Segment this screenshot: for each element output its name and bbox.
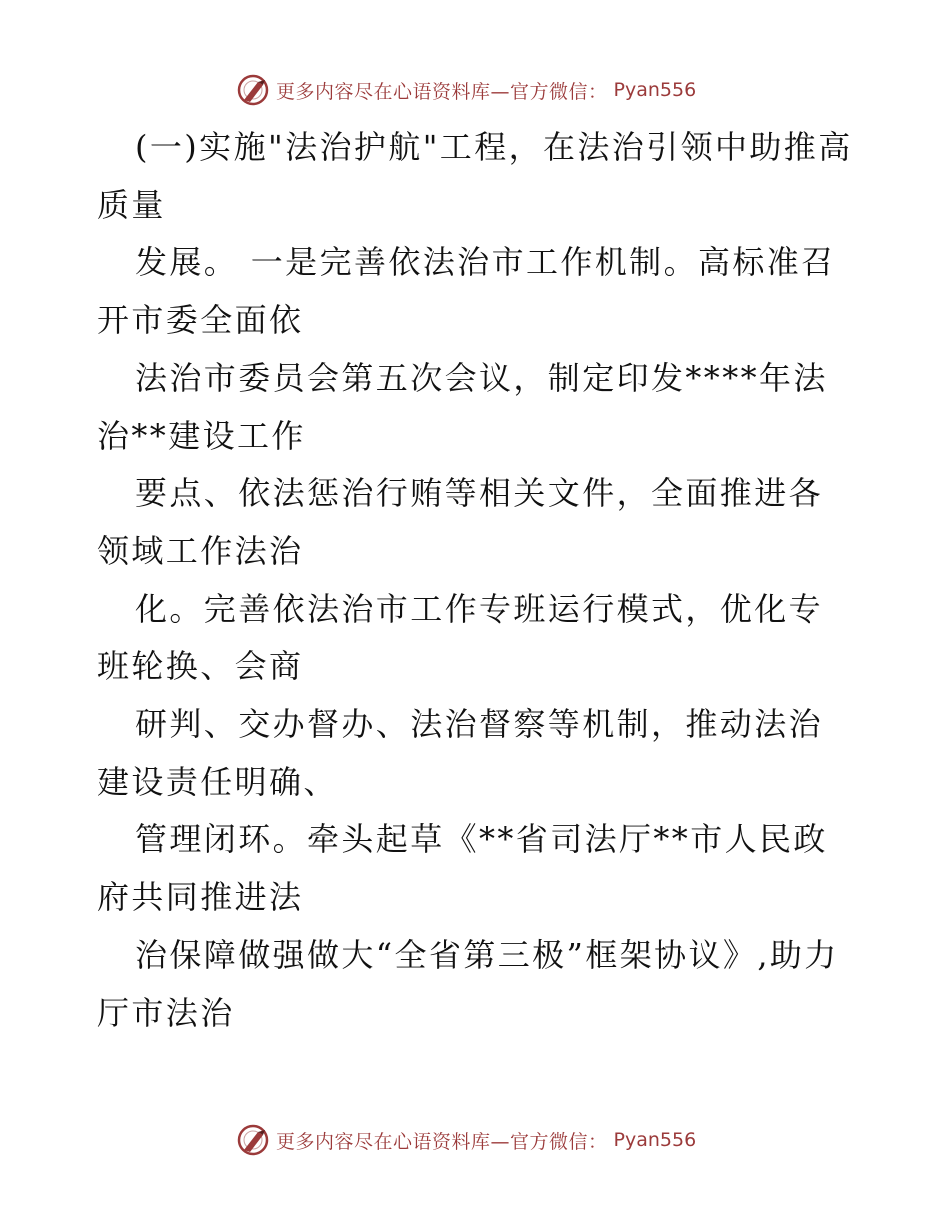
banner-text: 更多内容尽在心语资料库—官方微信：: [276, 80, 608, 103]
footer-banner: [236, 1122, 696, 1158]
paragraph: 发展。 一是完善依法治市工作机制。高标准召开市委全面依: [97, 243, 836, 340]
paragraph: 法治市委员会第五次会议，制定印发****年法治**建设工作: [97, 358, 828, 455]
paragraph: 要点、依法惩治行贿等相关文件，全面推进各领域工作法治: [97, 474, 824, 570]
paragraph: 化。完善依法治市工作专班运行模式，优化专班轮换、会商: [97, 589, 824, 686]
banner-wechat-id: Pyan556: [613, 1129, 697, 1151]
banner-wechat-id: Pyan556: [613, 79, 697, 101]
paragraph: 治保障做强做大“全省第三极”框架协议》,助力厅市法治: [97, 935, 839, 1032]
paragraph: 管理闭环。牵头起草《**省司法厅**市人民政府共同推进法: [97, 820, 828, 917]
document-body: [97, 119, 857, 1042]
pen-nib-circle-icon: [236, 1123, 270, 1157]
pen-nib-circle-icon: [236, 73, 270, 107]
header-banner: [236, 72, 696, 108]
banner-text: 更多内容尽在心语资料库—官方微信：: [276, 1130, 608, 1153]
paragraph: (一)实施"法治护航"工程，在法治引领中助推高质量: [97, 128, 853, 224]
paragraph: 研判、交办督办、法治督察等机制，推动法治建设责任明确、: [97, 705, 824, 801]
